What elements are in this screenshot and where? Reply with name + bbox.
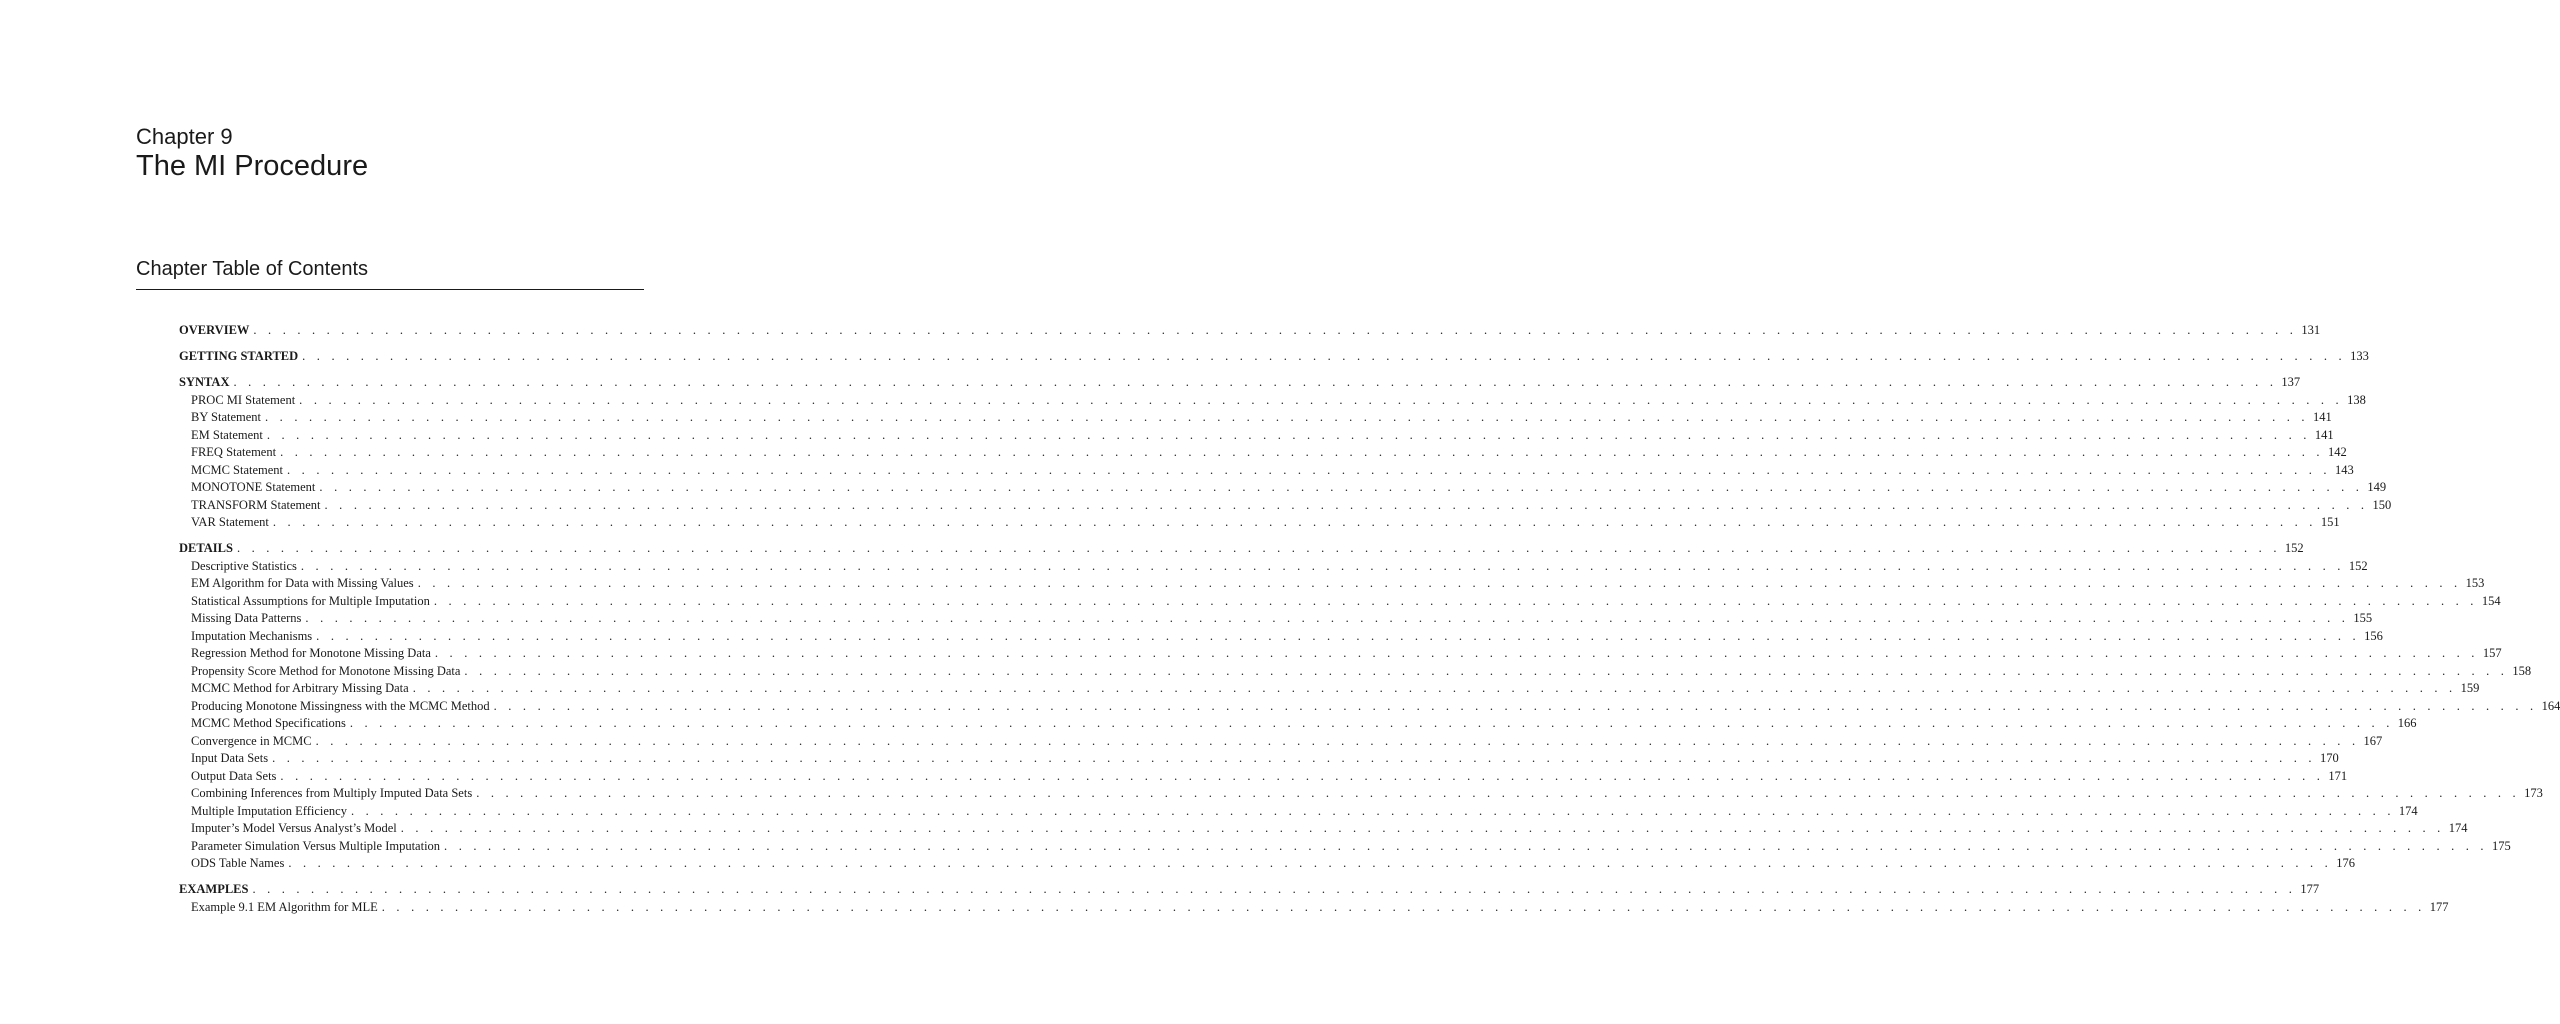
toc-page-number: 153 xyxy=(2465,576,2485,590)
dot-leader: . . . . . . . . . . . . . . . . . . . . . . . . . . . . . . . . . . . . . . . . . . . . . . . . . . . . . . . . . . . . . . . . . . . . . . . . . . . . . . . . . . . . . . . . . . . . . . . . . . . . . . . . . . . . . . . . . . . . . . . . . . . . . . . . . . . . . . . . . . . . xyxy=(280,768,2325,783)
dot-leader: . . . . . . . . . . . . . . . . . . . . . . . . . . . . . . . . . . . . . . . . . . . . . . . . . . . . . . . . . . . . . . . . . . . . . . . . . . . . . . . . . . . . . . . . . . . . . . . . . . . . . . . . . . . . . . . . . . . . . . . . . . . . . . . . . . . . . . . . . . . . xyxy=(381,899,2426,914)
toc-page-number: 175 xyxy=(2491,838,2511,853)
toc-subsection-entry[interactable] xyxy=(179,750,2339,768)
dot-leader: . . . . . . . . . . . . . . . . . . . . . . . . . . . . . . . . . . . . . . . . . . . . . . . . . . . . . . . . . . . . . . . . . . . . . . . . . . . . . . . . . . . . . . . . . . . . . . . . . . . . . . . . . . . . . . . . . . . . . . . . . . . . . . . . . . . . . . . . . . . . xyxy=(476,786,2520,800)
dot-leader: . . . . . . . . . . . . . . . . . . . . . . . . . . . . . . . . . . . . . . . . . . . . . . . . . . . . . . . . . . . . . . . . . . . . . . . . . . . . . . . . . . . . . . . . . . . . . . . . . . . . . . . . . . . . . . . . . . . . . . . . . . . . . . . . . . . . . . . . . . . . xyxy=(288,856,2333,870)
table-of-contents xyxy=(179,322,2560,925)
toc-entry-label: Descriptive Statistics xyxy=(191,558,297,573)
toc-page-number: 166 xyxy=(2397,716,2417,730)
toc-entry-label: DETAILS xyxy=(179,541,233,555)
toc-page-number: 174 xyxy=(2398,803,2418,818)
toc-page-number: 177 xyxy=(2429,899,2449,914)
toc-entry-label: Propensity Score Method for Monotone Missing Data xyxy=(191,663,461,678)
toc-subsection-entry[interactable] xyxy=(179,462,2354,480)
toc-entry-label: SYNTAX xyxy=(179,375,230,389)
dot-leader: . . . . . . . . . . . . . . . . . . . . . . . . . . . . . . . . . . . . . . . . . . . . . . . . . . . . . . . . . . . . . . . . . . . . . . . . . . . . . . . . . . . . . . . . . . . . . . . . . . . . . . . . . . . . . . . . . . . . . . . . . . . . . . . . . . . . . . . . . . . . xyxy=(464,663,2509,678)
dot-leader: . . . . . . . . . . . . . . . . . . . . . . . . . . . . . . . . . . . . . . . . . . . . . . . . . . . . . . . . . . . . . . . . . . . . . . . . . . . . . . . . . . . . . . . . . . . . . . . . . . . . . . . . . . . . . . . . . . . . . . . . . . . . . . . . . . . . . . . . . . . . xyxy=(316,628,2360,643)
toc-page-number: 158 xyxy=(2512,663,2532,678)
toc-subsection-entry[interactable] xyxy=(179,715,2417,733)
toc-section xyxy=(179,348,2369,366)
dot-leader: . . . . . . . . . . . . . . . . . . . . . . . . . . . . . . . . . . . . . . . . . . . . . . . . . . . . . . . . . . . . . . . . . . . . . . . . . . . . . . . . . . . . . . . . . . . . . . . . . . . . . . . . . . . . . . . . . . . . . . . . . . . . . . . . . . . . . . . . . . . . xyxy=(302,349,2346,363)
chapter-title: The MI Procedure xyxy=(136,150,369,182)
toc-entry-label: EM Algorithm for Data with Missing Values xyxy=(191,576,414,590)
toc-page-number: 133 xyxy=(2350,349,2369,363)
toc-page-number: 177 xyxy=(2300,882,2320,896)
dot-leader: . . . . . . . . . . . . . . . . . . . . . . . . . . . . . . . . . . . . . . . . . . . . . . . . . . . . . . . . . . . . . . . . . . . . . . . . . . . . . . . . . . . . . . . . . . . . . . . . . . . . . . . . . . . . . . . . . . . . . . . . . . . . . . . . . . . . . . . . . . . . xyxy=(265,410,2309,424)
toc-entry-label: EM Statement xyxy=(191,427,263,442)
dot-leader: . . . . . . . . . . . . . . . . . . . . . . . . . . . . . . . . . . . . . . . . . . . . . . . . . . . . . . . . . . . . . . . . . . . . . . . . . . . . . . . . . . . . . . . . . . . . . . . . . . . . . . . . . . . . . . . . . . . . . . . . . . . . . . . . . . . . . . . . . . . . xyxy=(236,541,2281,555)
toc-subsection-entry[interactable] xyxy=(179,593,2501,611)
toc-page-number: 151 xyxy=(2320,515,2340,529)
dot-leader: . . . . . . . . . . . . . . . . . . . . . . . . . . . . . . . . . . . . . . . . . . . . . . . . . . . . . . . . . . . . . . . . . . . . . . . . . . . . . . . . . . . . . . . . . . . . . . . . . . . . . . . . . . . . . . . . . . . . . . . . . . . . . . . . . . . . . . . . . . . . xyxy=(233,375,2278,389)
toc-entry-label: Combining Inferences from Multiply Imputed Data Sets xyxy=(191,786,473,800)
toc-subsection-entry[interactable] xyxy=(179,409,2332,427)
dot-leader: . . . . . . . . . . . . . . . . . . . . . . . . . . . . . . . . . . . . . . . . . . . . . . . . . . . . . . . . . . . . . . . . . . . . . . . . . . . . . . . . . . . . . . . . . . . . . . . . . . . . . . . . . . . . . . . . . . . . . . . . . . . . . . . . . . . . . . . . . . . . xyxy=(266,427,2311,442)
toc-divider xyxy=(136,289,644,290)
toc-entry-label: Imputer’s Model Versus Analyst’s Model xyxy=(191,821,397,835)
toc-entry-label: Parameter Simulation Versus Multiple Imputation xyxy=(191,838,441,853)
dot-leader: . . . . . . . . . . . . . . . . . . . . . . . . . . . . . . . . . . . . . . . . . . . . . . . . . . . . . . . . . . . . . . . . . . . . . . . . . . . . . . . . . . . . . . . . . . . . . . . . . . . . . . . . . . . . . . . . . . . . . . . . . . . . . . . . . . . . . . . . . . . . xyxy=(417,576,2462,590)
toc-subsection-entry[interactable] xyxy=(179,628,2383,646)
toc-entry-label: Regression Method for Monotone Missing Data xyxy=(191,646,431,660)
dot-leader: . . . . . . . . . . . . . . . . . . . . . . . . . . . . . . . . . . . . . . . . . . . . . . . . . . . . . . . . . . . . . . . . . . . . . . . . . . . . . . . . . . . . . . . . . . . . . . . . . . . . . . . . . . . . . . . . . . . . . . . . . . . . . . . . . . . . . . . . . . . . xyxy=(253,323,2298,337)
chapter-label: Chapter 9 xyxy=(136,124,233,149)
dot-leader: . . . . . . . . . . . . . . . . . . . . . . . . . . . . . . . . . . . . . . . . . . . . . . . . . . . . . . . . . . . . . . . . . . . . . . . . . . . . . . . . . . . . . . . . . . . . . . . . . . . . . . . . . . . . . . . . . . . . . . . . . . . . . . . . . . . . . . . . . . . . xyxy=(324,497,2369,512)
dot-leader: . . . . . . . . . . . . . . . . . . . . . . . . . . . . . . . . . . . . . . . . . . . . . . . . . . . . . . . . . . . . . . . . . . . . . . . . . . . . . . . . . . . . . . . . . . . . . . . . . . . . . . . . . . . . . . . . . . . . . . . . . . . . . . . . . . . . . . . . . . . . xyxy=(272,751,2316,765)
toc-page-number: 164 xyxy=(2541,698,2560,713)
toc-entry-label: MCMC Statement xyxy=(191,462,284,477)
toc-page-number: 137 xyxy=(2281,375,2301,389)
toc-page-number: 171 xyxy=(2328,768,2348,783)
toc-subsection-entry[interactable] xyxy=(179,392,2366,410)
toc-subsection-entry[interactable] xyxy=(179,680,2480,698)
toc-entry-label: PROC MI Statement xyxy=(191,392,296,407)
toc-page-number: 170 xyxy=(2320,751,2339,765)
toc-page-number: 173 xyxy=(2524,786,2543,800)
toc-section xyxy=(179,540,2560,873)
toc-subsection-entry[interactable] xyxy=(179,768,2348,786)
toc-entry-label: Multiple Imputation Efficiency xyxy=(191,803,347,818)
toc-page-number: 156 xyxy=(2364,628,2383,643)
toc-section-entry[interactable] xyxy=(179,374,2301,392)
toc-subsection-entry[interactable] xyxy=(179,645,2502,663)
toc-section-entry[interactable] xyxy=(179,881,2320,899)
dot-leader: . . . . . . . . . . . . . . . . . . . . . . . . . . . . . . . . . . . . . . . . . . . . . . . . . . . . . . . . . . . . . . . . . . . . . . . . . . . . . . . . . . . . . . . . . . . . . . . . . . . . . . . . . . . . . . . . . . . . . . . . . . . . . . . . . . . . . . . . . . . . xyxy=(315,733,2360,748)
dot-leader: . . . . . . . . . . . . . . . . . . . . . . . . . . . . . . . . . . . . . . . . . . . . . . . . . . . . . . . . . . . . . . . . . . . . . . . . . . . . . . . . . . . . . . . . . . . . . . . . . . . . . . . . . . . . . . . . . . . . . . . . . . . . . . . . . . . . . . . . . . . . xyxy=(400,821,2445,835)
toc-entry-label: OVERVIEW xyxy=(179,323,250,337)
toc-page-number: 143 xyxy=(2334,462,2354,477)
toc-section xyxy=(179,322,2321,340)
toc-entry-label: Input Data Sets xyxy=(191,751,269,765)
toc-subsection-entry[interactable] xyxy=(179,427,2334,445)
toc-subsection-entry[interactable] xyxy=(179,514,2340,532)
toc-heading: Chapter Table of Contents xyxy=(136,258,369,280)
toc-subsection-entry[interactable] xyxy=(179,820,2468,838)
toc-entry-label: MCMC Method for Arbitrary Missing Data xyxy=(191,681,409,695)
toc-entry-label: MONOTONE Statement xyxy=(191,480,316,494)
toc-page-number: 138 xyxy=(2347,392,2366,407)
toc-entry-label: VAR Statement xyxy=(191,515,269,529)
dot-leader: . . . . . . . . . . . . . . . . . . . . . . . . . . . . . . . . . . . . . . . . . . . . . . . . . . . . . . . . . . . . . . . . . . . . . . . . . . . . . . . . . . . . . . . . . . . . . . . . . . . . . . . . . . . . . . . . . . . . . . . . . . . . . . . . . . . . . . . . . . . . xyxy=(287,462,2331,477)
dot-leader: . . . . . . . . . . . . . . . . . . . . . . . . . . . . . . . . . . . . . . . . . . . . . . . . . . . . . . . . . . . . . . . . . . . . . . . . . . . . . . . . . . . . . . . . . . . . . . . . . . . . . . . . . . . . . . . . . . . . . . . . . . . . . . . . . . . . . . . . . . . . xyxy=(319,480,2364,494)
toc-subsection-entry[interactable] xyxy=(179,479,2387,497)
toc-subsection-entry[interactable] xyxy=(179,838,2511,856)
toc-subsection-entry[interactable] xyxy=(179,855,2356,873)
toc-page-number: 152 xyxy=(2284,541,2304,555)
dot-leader: . . . . . . . . . . . . . . . . . . . . . . . . . . . . . . . . . . . . . . . . . . . . . . . . . . . . . . . . . . . . . . . . . . . . . . . . . . . . . . . . . . . . . . . . . . . . . . . . . . . . . . . . . . . . . . . . . . . . . . . . . . . . . . . . . . . . . . . . . . . . xyxy=(300,558,2345,573)
toc-subsection-entry[interactable] xyxy=(179,663,2532,681)
toc-page-number: 152 xyxy=(2348,558,2368,573)
dot-leader: . . . . . . . . . . . . . . . . . . . . . . . . . . . . . . . . . . . . . . . . . . . . . . . . . . . . . . . . . . . . . . . . . . . . . . . . . . . . . . . . . . . . . . . . . . . . . . . . . . . . . . . . . . . . . . . . . . . . . . . . . . . . . . . . . . . . . . . . . . . . xyxy=(349,716,2394,730)
dot-leader: . . . . . . . . . . . . . . . . . . . . . . . . . . . . . . . . . . . . . . . . . . . . . . . . . . . . . . . . . . . . . . . . . . . . . . . . . . . . . . . . . . . . . . . . . . . . . . . . . . . . . . . . . . . . . . . . . . . . . . . . . . . . . . . . . . . . . . . . . . . . xyxy=(412,681,2457,695)
toc-subsection-entry[interactable] xyxy=(179,733,2383,751)
toc-entry-label: Missing Data Patterns xyxy=(191,611,302,625)
toc-page-number: 167 xyxy=(2363,733,2383,748)
toc-entry-label: Imputation Mechanisms xyxy=(191,628,313,643)
toc-section-entry[interactable] xyxy=(179,540,2304,558)
dot-leader: . . . . . . . . . . . . . . . . . . . . . . . . . . . . . . . . . . . . . . . . . . . . . . . . . . . . . . . . . . . . . . . . . . . . . . . . . . . . . . . . . . . . . . . . . . . . . . . . . . . . . . . . . . . . . . . . . . . . . . . . . . . . . . . . . . . . . . . . . . . . xyxy=(280,445,2324,459)
toc-page-number: 157 xyxy=(2482,646,2502,660)
toc-entry-label: EXAMPLES xyxy=(179,882,249,896)
toc-page-number: 131 xyxy=(2301,323,2321,337)
dot-leader: . . . . . . . . . . . . . . . . . . . . . . . . . . . . . . . . . . . . . . . . . . . . . . . . . . . . . . . . . . . . . . . . . . . . . . . . . . . . . . . . . . . . . . . . . . . . . . . . . . . . . . . . . . . . . . . . . . . . . . . . . . . . . . . . . . . . . . . . . . . . xyxy=(272,515,2317,529)
toc-section xyxy=(179,881,2449,916)
toc-subsection-entry[interactable] xyxy=(179,444,2347,462)
toc-subsection-entry[interactable] xyxy=(179,698,2560,716)
toc-entry-label: Output Data Sets xyxy=(191,768,277,783)
toc-page-number: 174 xyxy=(2448,821,2468,835)
toc-page-number: 154 xyxy=(2481,593,2501,608)
toc-subsection-entry[interactable] xyxy=(179,610,2373,628)
toc-entry-label: GETTING STARTED xyxy=(179,349,299,363)
dot-leader: . . . . . . . . . . . . . . . . . . . . . . . . . . . . . . . . . . . . . . . . . . . . . . . . . . . . . . . . . . . . . . . . . . . . . . . . . . . . . . . . . . . . . . . . . . . . . . . . . . . . . . . . . . . . . . . . . . . . . . . . . . . . . . . . . . . . . . . . . . . . xyxy=(299,392,2343,407)
dot-leader: . . . . . . . . . . . . . . . . . . . . . . . . . . . . . . . . . . . . . . . . . . . . . . . . . . . . . . . . . . . . . . . . . . . . . . . . . . . . . . . . . . . . . . . . . . . . . . . . . . . . . . . . . . . . . . . . . . . . . . . . . . . . . . . . . . . . . . . . . . . . xyxy=(444,838,2488,853)
toc-page-number: 141 xyxy=(2312,410,2332,424)
dot-leader: . . . . . . . . . . . . . . . . . . . . . . . . . . . . . . . . . . . . . . . . . . . . . . . . . . . . . . . . . . . . . . . . . . . . . . . . . . . . . . . . . . . . . . . . . . . . . . . . . . . . . . . . . . . . . . . . . . . . . . . . . . . . . . . . . . . . . . . . . . . . xyxy=(493,698,2538,713)
toc-section-entry[interactable] xyxy=(179,348,2369,366)
toc-entry-label: Statistical Assumptions for Multiple Imputation xyxy=(191,593,430,608)
toc-page-number: 155 xyxy=(2353,611,2373,625)
toc-subsection-entry[interactable] xyxy=(179,899,2449,917)
toc-subsection-entry[interactable] xyxy=(179,785,2543,803)
toc-page-number: 149 xyxy=(2367,480,2387,494)
toc-page-number: 150 xyxy=(2372,497,2392,512)
toc-section-entry[interactable] xyxy=(179,322,2321,340)
toc-entry-label: BY Statement xyxy=(191,410,262,424)
toc-entry-label: ODS Table Names xyxy=(191,856,285,870)
toc-page-number: 142 xyxy=(2328,445,2347,459)
toc-entry-label: MCMC Method Specifications xyxy=(191,716,346,730)
dot-leader: . . . . . . . . . . . . . . . . . . . . . . . . . . . . . . . . . . . . . . . . . . . . . . . . . . . . . . . . . . . . . . . . . . . . . . . . . . . . . . . . . . . . . . . . . . . . . . . . . . . . . . . . . . . . . . . . . . . . . . . . . . . . . . . . . . . . . . . . . . . . xyxy=(252,882,2297,896)
toc-entry-label: Convergence in MCMC xyxy=(191,733,312,748)
dot-leader: . . . . . . . . . . . . . . . . . . . . . . . . . . . . . . . . . . . . . . . . . . . . . . . . . . . . . . . . . . . . . . . . . . . . . . . . . . . . . . . . . . . . . . . . . . . . . . . . . . . . . . . . . . . . . . . . . . . . . . . . . . . . . . . . . . . . . . . . . . . . xyxy=(433,593,2478,608)
toc-entry-label: FREQ Statement xyxy=(191,445,277,459)
toc-entry-label: Producing Monotone Missingness with the MCMC Method xyxy=(191,698,490,713)
toc-page-number: 159 xyxy=(2460,681,2480,695)
dot-leader: . . . . . . . . . . . . . . . . . . . . . . . . . . . . . . . . . . . . . . . . . . . . . . . . . . . . . . . . . . . . . . . . . . . . . . . . . . . . . . . . . . . . . . . . . . . . . . . . . . . . . . . . . . . . . . . . . . . . . . . . . . . . . . . . . . . . . . . . . . . . xyxy=(434,646,2479,660)
toc-subsection-entry[interactable] xyxy=(179,803,2418,821)
toc-subsection-entry[interactable] xyxy=(179,575,2485,593)
toc-entry-label: TRANSFORM Statement xyxy=(191,497,321,512)
toc-section xyxy=(179,374,2392,532)
toc-page-number: 141 xyxy=(2314,427,2334,442)
toc-entry-label: Example 9.1 EM Algorithm for MLE xyxy=(191,899,378,914)
toc-subsection-entry[interactable] xyxy=(179,558,2368,576)
dot-leader: . . . . . . . . . . . . . . . . . . . . . . . . . . . . . . . . . . . . . . . . . . . . . . . . . . . . . . . . . . . . . . . . . . . . . . . . . . . . . . . . . . . . . . . . . . . . . . . . . . . . . . . . . . . . . . . . . . . . . . . . . . . . . . . . . . . . . . . . . . . . xyxy=(305,611,2350,625)
toc-subsection-entry[interactable] xyxy=(179,497,2392,515)
toc-page-number: 176 xyxy=(2336,856,2356,870)
dot-leader: . . . . . . . . . . . . . . . . . . . . . . . . . . . . . . . . . . . . . . . . . . . . . . . . . . . . . . . . . . . . . . . . . . . . . . . . . . . . . . . . . . . . . . . . . . . . . . . . . . . . . . . . . . . . . . . . . . . . . . . . . . . . . . . . . . . . . . . . . . . . xyxy=(350,803,2395,818)
